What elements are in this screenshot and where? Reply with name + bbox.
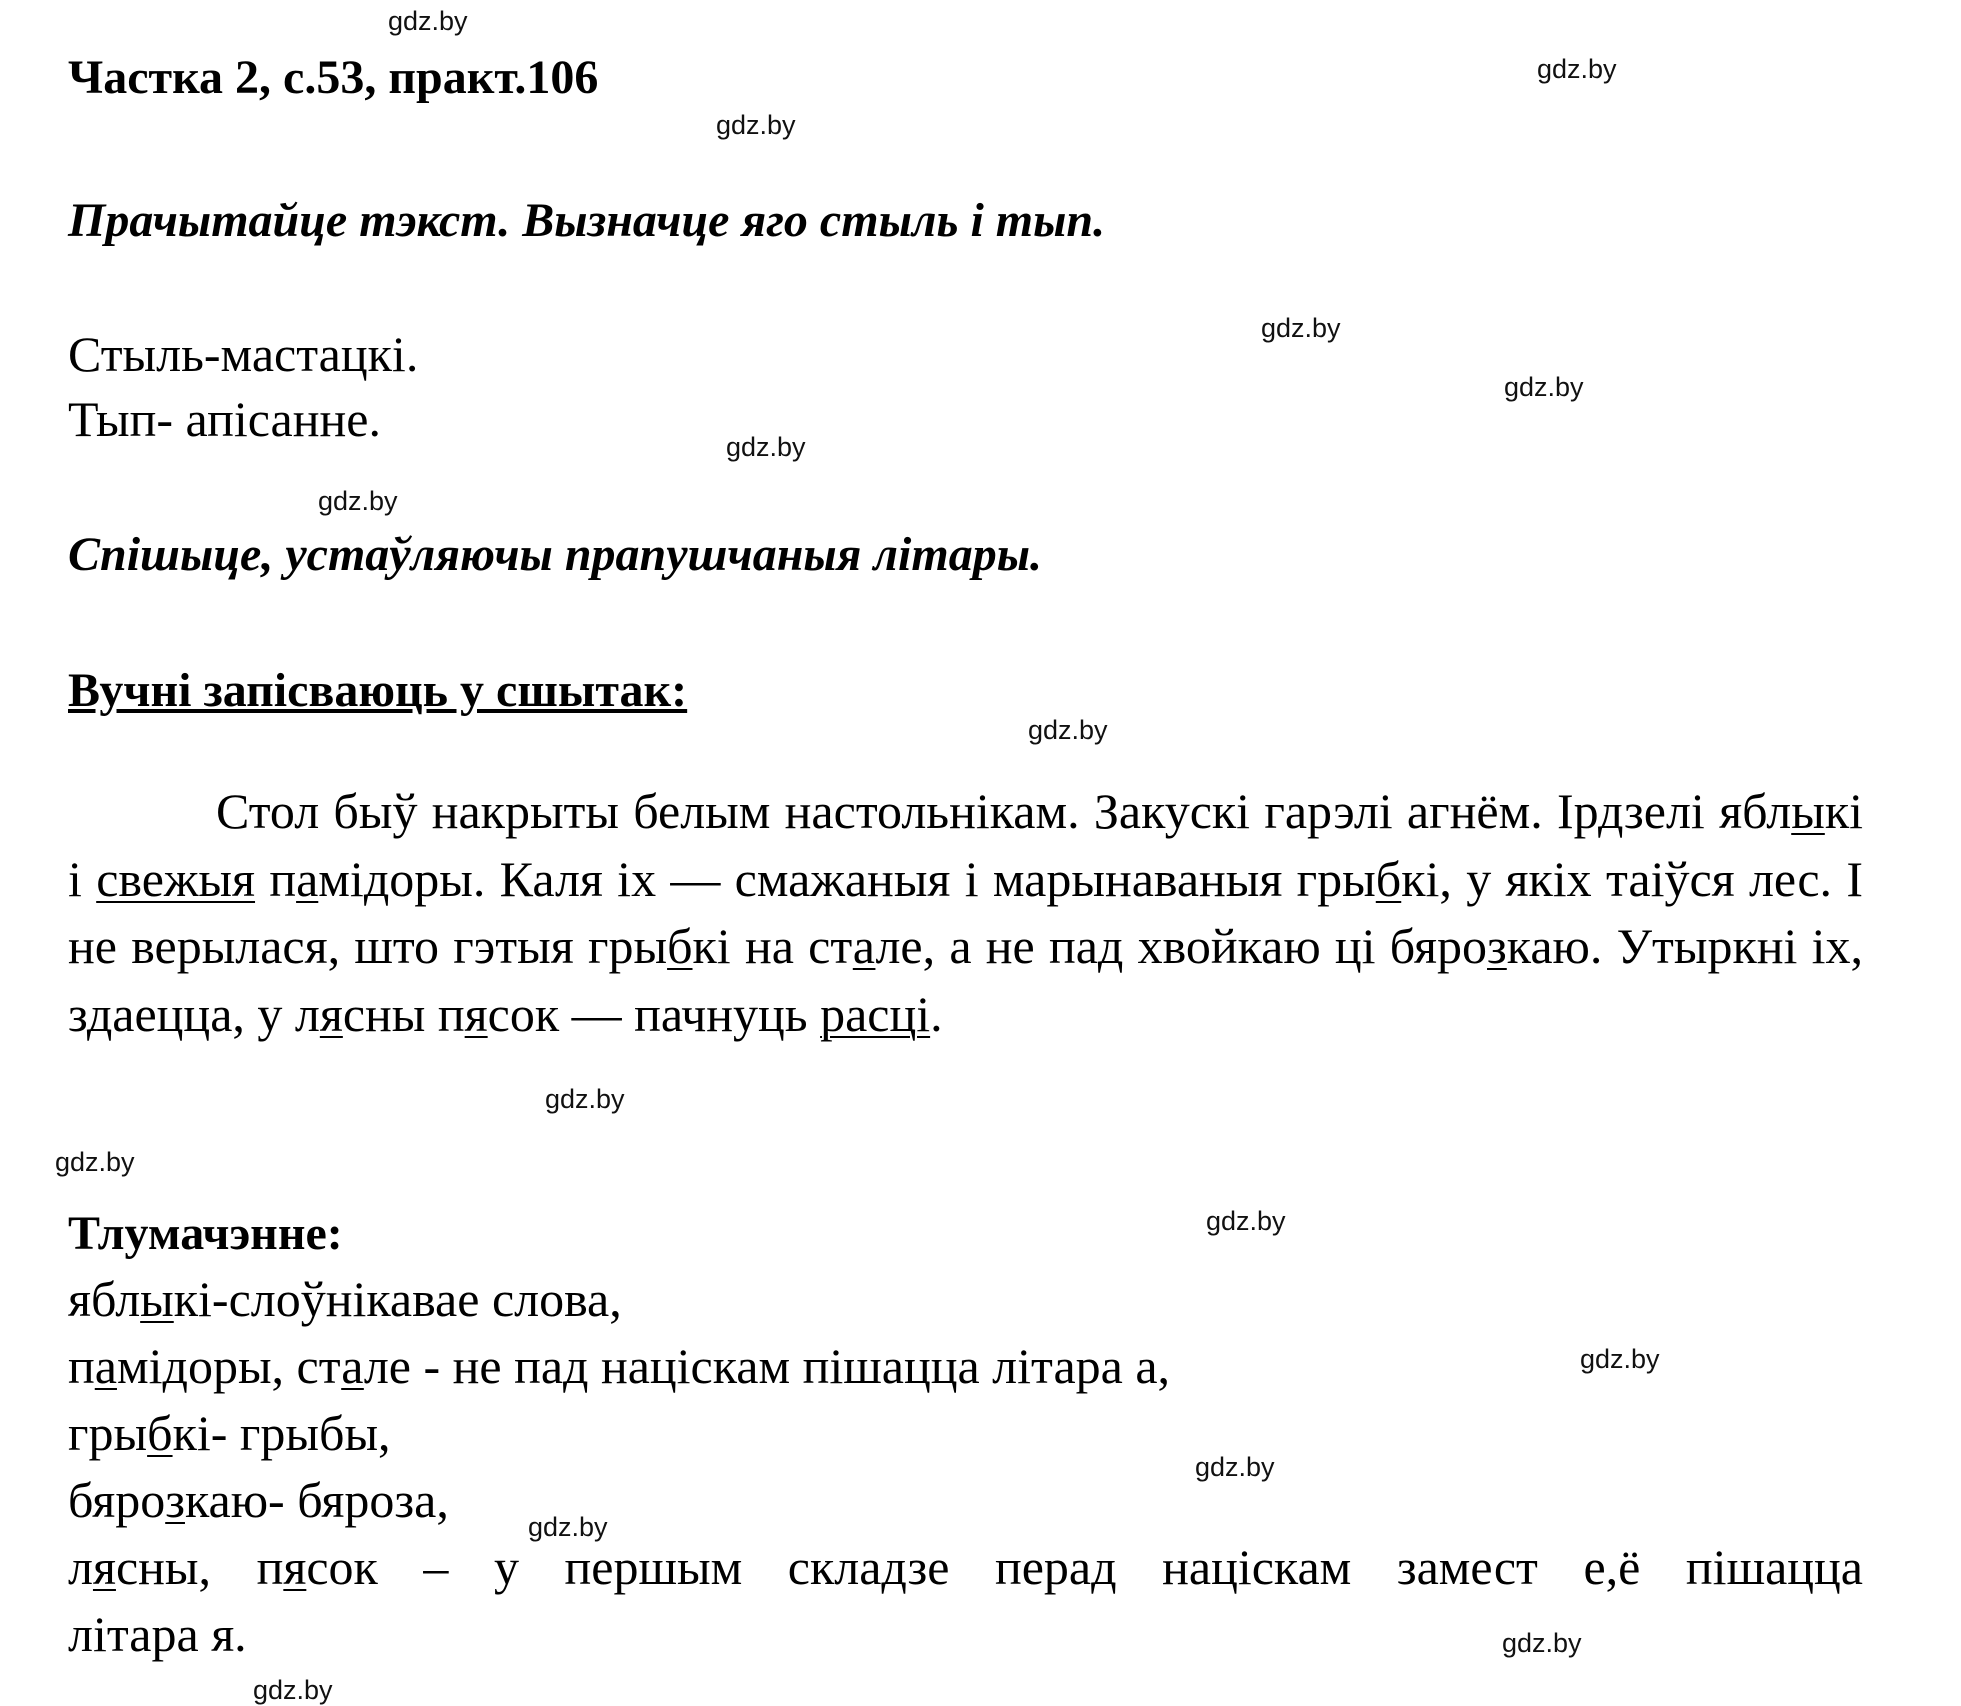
explanation-line: бярозкаю- бяроза, [68,1472,449,1528]
page-title: Частка 2, с.53, практ.106 [68,51,599,104]
watermark: gdz.by [1580,1344,1660,1374]
watermark: gdz.by [1504,372,1584,402]
watermark: gdz.by [1195,1452,1275,1482]
watermark: gdz.by [1028,715,1108,745]
underlined-letter: я [319,985,343,1042]
underlined-word: свежыя [96,850,256,907]
watermark: gdz.by [726,432,806,462]
underlined-letter: я [464,985,488,1042]
underlined-letter: б [1375,850,1402,907]
underlined-letter: а [852,918,876,974]
watermark: gdz.by [528,1512,608,1542]
watermark: gdz.by [716,110,796,140]
explanation-heading: Тлумачэнне: [68,1207,343,1260]
explanation-line: лясны, пясок – у першым складзе перад націскам замест е,ё пішацца [68,1539,1863,1595]
type-answer: Тып- апісанне. [68,391,381,447]
underlined-letter: а [296,850,319,907]
explanation-line: літара я. [68,1606,247,1662]
style-answer: Стыль-мастацкі. [68,326,419,382]
explanation-line: грыбкі- грыбы, [68,1405,391,1461]
watermark: gdz.by [55,1147,135,1177]
watermark: gdz.by [1261,313,1341,343]
explanation-line: памідоры, стале - не пад націскам пішацца літара а, [68,1338,1171,1394]
watermark: gdz.by [545,1084,625,1114]
underlined-letter: з [1487,918,1507,974]
watermark: gdz.by [318,486,398,516]
underlined-word: расці [820,985,931,1042]
write-task-instruction: Спішыце, устаўляючы прапушчаныя літары. [68,528,1043,581]
copy-section-heading: Вучні запісваюць у сшытак: [68,664,688,717]
underlined-letter: ы [1791,783,1825,839]
explanation-line: яблыкі-слоўнікавае слова, [68,1271,622,1327]
watermark: gdz.by [253,1675,333,1705]
copy-paragraph: Стол быў накрыты белым настольнікам. Закускі гарэлі агнём. Ірдзелі яблыкі і свежыя памідоры. Каля іх — смажаныя і марынаваныя грыбкі, у якіх таіўся лес. І не верылася, што гэтыя грыбкі на стале, а не пад хвойкаю ці бярозкаю. Утыркні іх, здаецца, у лясны пясок — пачнуць расці. [68,783,1864,1042]
read-task-instruction: Прачытайце тэкст. Вызначце яго стыль і тып. [68,194,1106,247]
watermark: gdz.by [1206,1206,1286,1236]
watermark: gdz.by [1537,54,1617,84]
watermark: gdz.by [1502,1628,1582,1658]
underlined-letter: б [667,918,693,974]
watermark: gdz.by [388,6,468,36]
